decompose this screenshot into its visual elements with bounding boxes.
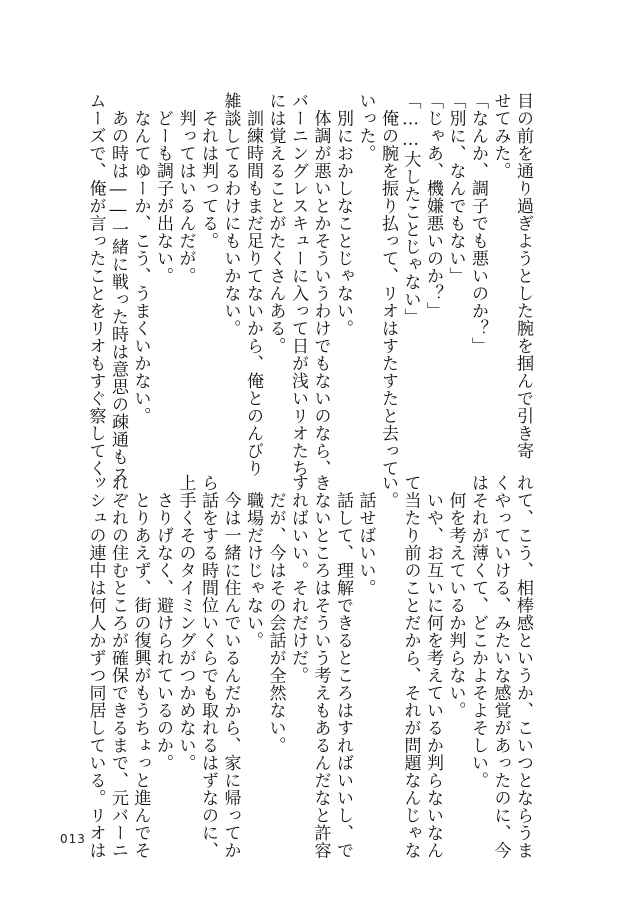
- page-number: 013: [60, 832, 86, 846]
- text-line: ら話をする時間位いくらでも取れるはずなのに、: [198, 474, 218, 859]
- text-line: 話して、理解できるところはすればいいし、で: [333, 474, 353, 859]
- text-line: 話せばいい。: [355, 474, 376, 597]
- text-line: はそれが薄くて、どこかよそよそしい。: [468, 474, 488, 789]
- text-line: バーニングレスキューに入って日が浅いリオたち: [288, 92, 308, 477]
- text-line: だが、今はその会話が全然ない。: [265, 474, 286, 754]
- text-line: 俺の腕を振り払って、リオはすたすたと去って: [378, 92, 398, 477]
- text-line: あの時は――一緒に戦った時は意思の疎通もス: [108, 92, 128, 483]
- text-line: せてみた。: [490, 92, 511, 180]
- text-line: 別におかしなことじゃない。: [333, 92, 353, 337]
- text-block-upper: [84, 92, 534, 483]
- text-line: いや、お互いに何を考えているか判らないなん: [423, 474, 443, 859]
- text-line: くやっていける、みたいな感覚があったのに、今: [490, 474, 511, 859]
- text-line: れて、こう、相棒感というか、こいつとならうま: [513, 474, 533, 859]
- text-line: いった。: [355, 92, 376, 162]
- text-line: 職場だけじゃない。: [243, 474, 263, 649]
- text-line: なんてゆーか、こう、うまくいかない。: [130, 92, 151, 425]
- text-line: すればいい。それだけだ。: [288, 474, 308, 684]
- text-line: さりげなく、避けられているのか。: [153, 474, 173, 772]
- text-line: 雑談してるわけにもいかない。: [220, 92, 241, 337]
- text-line: 目の前を通り過ぎようとした腕を掴んで引き寄: [513, 92, 533, 460]
- text-block-lower: [84, 474, 534, 859]
- text-line: 今は一緒に住んでいるんだから、家に帰ってか: [220, 474, 241, 859]
- text-line: とりあえず、街の復興がもうちょっと進んでそ: [130, 474, 151, 859]
- text-line: 「……大したことじゃない」: [400, 92, 421, 326]
- text-line: 上手くそのタイミングがつかめない。: [175, 474, 196, 772]
- text-line: い。: [378, 474, 398, 509]
- text-line: 「なんか、調子でも悪いのか？」: [468, 92, 488, 355]
- text-line: 訓練時間もまだ足りてないから、俺とのんびり: [243, 92, 263, 477]
- text-line: ッシュの連中は何人かずつ同居している。リオは: [85, 474, 106, 859]
- text-line: 何を考えているか判らない。: [445, 474, 466, 719]
- text-line: どーも調子が出ない。: [153, 92, 173, 285]
- text-line: には覚えることがたくさんある。: [265, 92, 286, 355]
- text-line: 「別に、なんでもない」: [445, 92, 466, 285]
- text-line: 体調が悪いとかそういうわけでもないのなら、: [310, 92, 331, 477]
- text-line: て当たり前のことだから、それが問題なんじゃな: [400, 474, 421, 859]
- text-line: れぞれの住むところが確保できるまで、元バーニ: [108, 474, 128, 859]
- text-line: それは判ってる。: [198, 92, 218, 250]
- text-line: きないところはそういう考えもあるんだなと許容: [310, 474, 331, 859]
- text-line: 判ってはいるんだが。: [175, 92, 196, 285]
- text-line: 「じゃあ、機嫌悪いのか？」: [423, 92, 443, 320]
- text-line: ムーズで、俺が言ったことをリオもすぐ察してく: [85, 92, 106, 477]
